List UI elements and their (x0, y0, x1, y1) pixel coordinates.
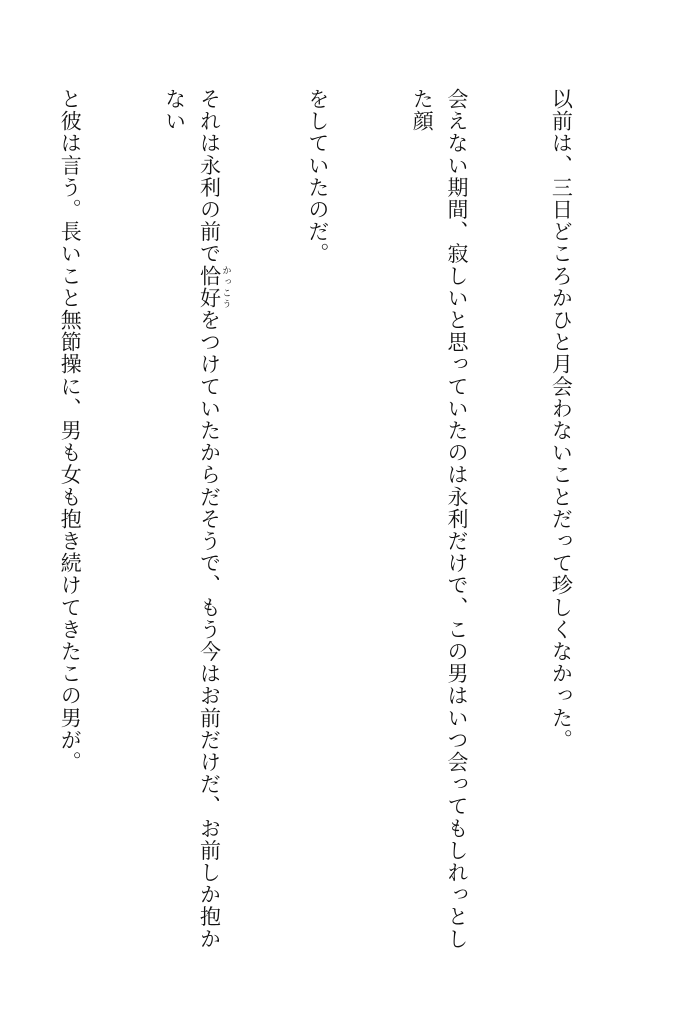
ruby-base: 恰好 (197, 264, 222, 310)
line-prefix: それは永利の前で (197, 88, 222, 265)
line-suffix: をつけていたからだそうで、もう今はお前だけだ、お前しか抱かない (162, 88, 222, 950)
text-line: をしていたのだ。 (305, 88, 330, 265)
text-line: と彼は言う。長いこと無節操に、男も女も抱き続けてきたこの男が。 (58, 88, 83, 774)
ruby-kakkou (197, 264, 231, 310)
text-line: 会えない期間、寂しいと思っていたのは永利だけで、この男はいつ会ってもしれっとした顔 (410, 88, 470, 950)
ruby-reading: かっこう (220, 264, 231, 309)
text-line-with-ruby (157, 88, 231, 968)
text-line: 以前は、三日どころかひと月会わないことだって珍しくなかった。 (549, 88, 574, 751)
vertical-text-block (0, 88, 648, 968)
